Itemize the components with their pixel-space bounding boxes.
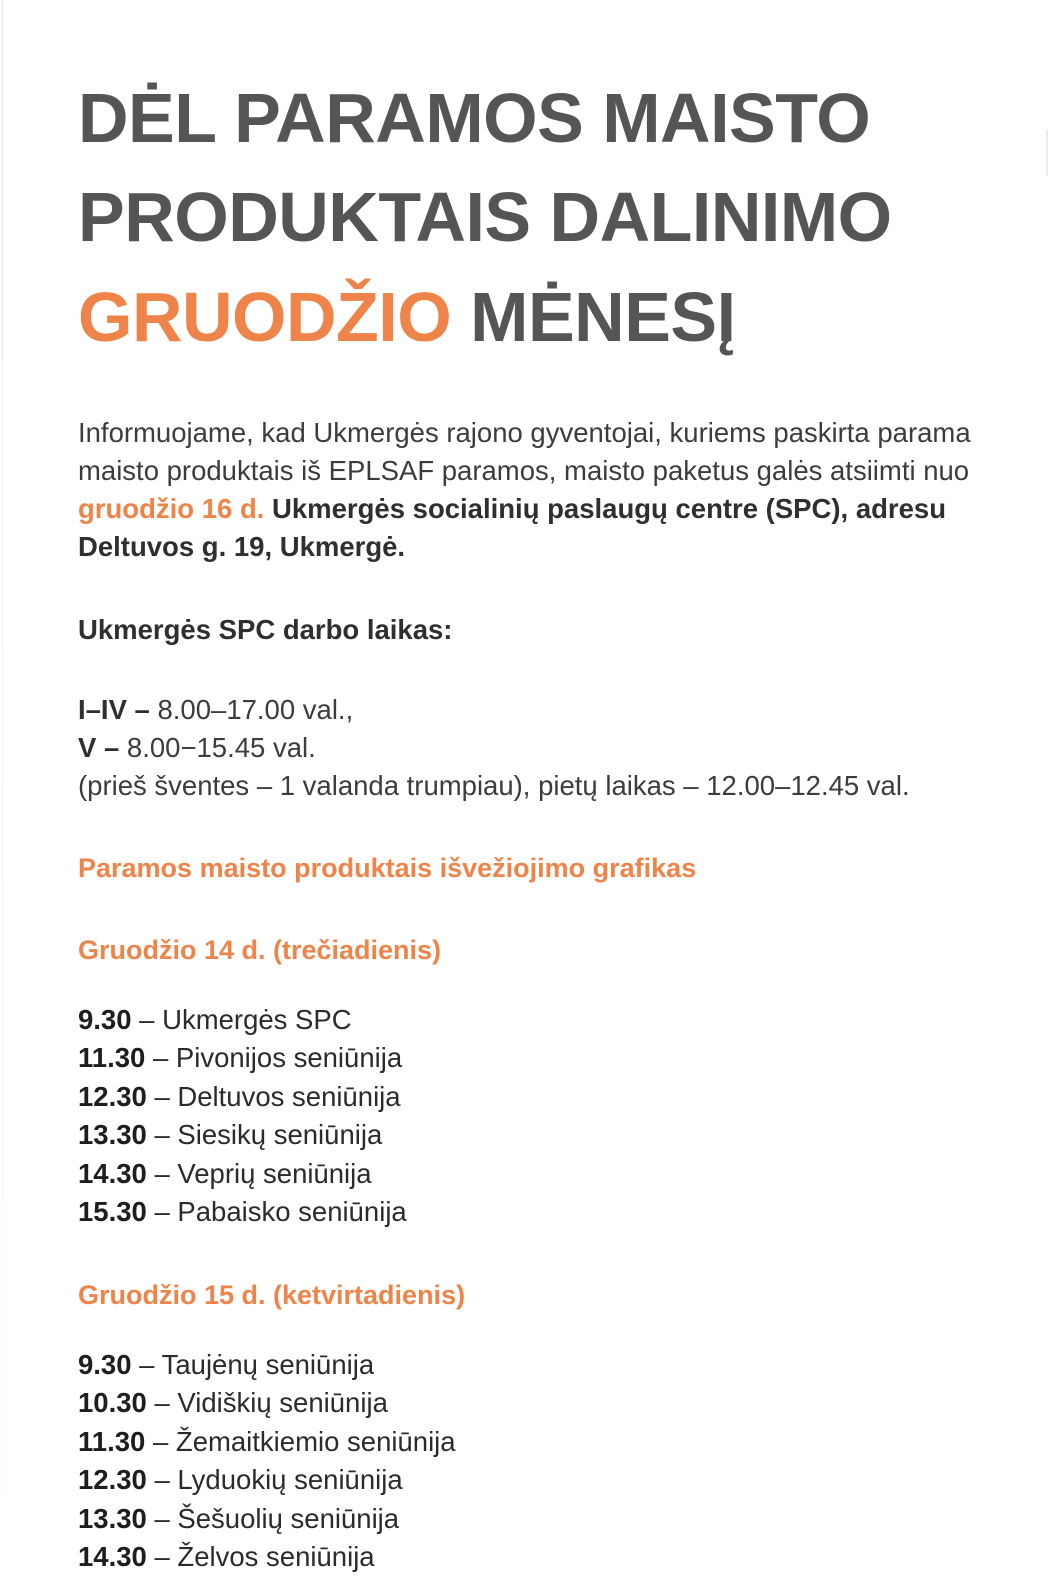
title-line-1: DĖL PARAMOS MAISTO <box>78 78 871 157</box>
day-schedule-list-2 <box>78 1346 1030 1577</box>
day-heading-2: Gruodžio 15 d. (ketvirtadienis) <box>78 1279 466 1310</box>
entry-place: Pabaisko seniūnija <box>177 1196 407 1228</box>
entry-place: Deltuvos seniūnija <box>177 1080 401 1112</box>
entry-time: 14.30 <box>78 1157 147 1189</box>
entry-place: Pivonijos seniūnija <box>175 1042 403 1074</box>
list-item <box>78 1155 1030 1194</box>
entry-dash: – <box>146 1502 178 1534</box>
page-right-edge-artifact <box>1046 130 1048 176</box>
entry-dash: – <box>146 1387 178 1419</box>
entry-place: Lyduokių seniūnija <box>177 1464 403 1496</box>
entry-dash: – <box>146 1196 178 1228</box>
list-item <box>78 1423 1030 1462</box>
entry-time: 13.30 <box>78 1502 147 1534</box>
list-item <box>78 1116 1030 1155</box>
hours-time-1: 8.00–17.00 val., <box>149 693 354 725</box>
entry-time: 9.30 <box>78 1348 132 1380</box>
list-item <box>78 1193 1030 1232</box>
entry-place: Taujėnų seniūnija <box>161 1348 375 1380</box>
day-heading-1: Gruodžio 14 d. (trečiadienis) <box>78 934 442 965</box>
entry-time: 14.30 <box>78 1541 147 1573</box>
hours-note: (prieš šventes – 1 valanda trumpiau), pietų laikas – 12.00–12.45 val. <box>78 769 910 801</box>
working-hours-block <box>78 691 1030 805</box>
entry-time: 10.30 <box>78 1387 147 1419</box>
page-left-edge-shadow <box>2 0 3 1500</box>
list-item <box>78 1384 1030 1423</box>
entry-time: 15.30 <box>78 1196 147 1228</box>
entry-dash: – <box>131 1003 163 1035</box>
list-item <box>78 1001 1030 1040</box>
schedule-heading: Paramos maisto produktais išvežiojimo grafikas <box>78 852 697 883</box>
entry-time: 11.30 <box>78 1425 146 1457</box>
entry-place: Siesikų seniūnija <box>177 1119 383 1151</box>
list-item <box>78 1346 1030 1385</box>
entry-dash: – <box>145 1042 176 1074</box>
hours-line-1 <box>78 694 353 725</box>
entry-dash: – <box>146 1541 178 1573</box>
document-content <box>78 0 1030 1577</box>
entry-place: Ukmergės SPC <box>162 1003 352 1035</box>
entry-place: Želvos seniūnija <box>177 1541 375 1573</box>
entry-dash: – <box>146 1157 178 1189</box>
intro-paragraph <box>78 414 1030 566</box>
entry-dash: – <box>146 1119 178 1151</box>
working-hours-label: Ukmergės SPC darbo laikas: <box>78 613 453 645</box>
hours-days-2: V – <box>78 731 120 763</box>
hours-time-2: 8.00−15.45 val. <box>119 731 316 763</box>
title-line-2: PRODUKTAIS DALINIMO <box>78 178 892 257</box>
title-accent-month: GRUODŽIO <box>78 277 452 356</box>
entry-place: Šešuolių seniūnija <box>177 1502 400 1534</box>
intro-text-part1: Informuojame, kad Ukmergės rajono gyventojai, kuriems paskirta parama maisto produktais iš EPLSAF paramos, maisto paketus galės atsiimti nuo <box>78 416 971 486</box>
entry-place: Vidiškių seniūnija <box>177 1387 388 1419</box>
day-schedule-list-1 <box>78 1001 1030 1232</box>
entry-place: Veprių seniūnija <box>177 1157 372 1189</box>
entry-time: 11.30 <box>78 1042 146 1074</box>
list-item <box>78 1461 1030 1500</box>
list-item <box>78 1500 1030 1539</box>
entry-time: 9.30 <box>78 1003 132 1035</box>
entry-dash: – <box>146 1464 178 1496</box>
list-item <box>78 1538 1030 1577</box>
list-item <box>78 1078 1030 1117</box>
page-title <box>78 47 1030 367</box>
entry-dash: – <box>131 1348 162 1380</box>
intro-text-part2: Ukmergės socialinių paslaugų centre (SPC), adresu Deltuvos g. 19, Ukmergė. <box>78 492 946 562</box>
list-item <box>78 1039 1030 1078</box>
intro-date-highlight: gruodžio 16 d. <box>78 492 265 524</box>
entry-time: 12.30 <box>78 1080 147 1112</box>
entry-time: 13.30 <box>78 1119 147 1151</box>
title-line-3 <box>78 268 1030 367</box>
entry-time: 12.30 <box>78 1464 147 1496</box>
entry-place: Žemaitkiemio seniūnija <box>175 1425 456 1457</box>
title-line-3-rest: MĖNESĮ <box>451 277 736 356</box>
entry-dash: – <box>146 1080 178 1112</box>
hours-days-1: I–IV – <box>78 693 150 725</box>
entry-dash: – <box>145 1425 176 1457</box>
hours-line-2 <box>78 732 316 763</box>
